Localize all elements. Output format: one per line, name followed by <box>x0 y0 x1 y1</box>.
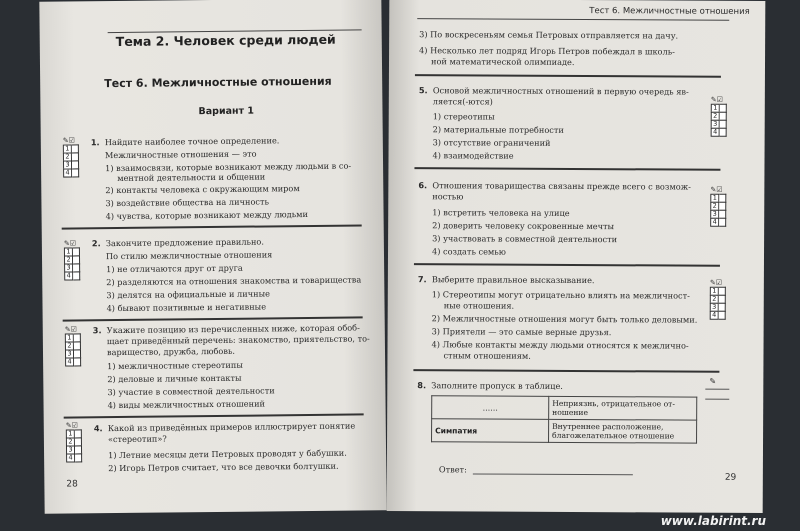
q3-option: 4) виды межличностных отношений <box>107 398 266 411</box>
running-header: Тест 6. Межличностные отношения <box>589 6 750 17</box>
pencil-check-icon: ✎☑ <box>710 95 723 104</box>
q2-stem: Закончите предложение правильно. <box>105 236 264 249</box>
pencil-check-icon: ✎☑ <box>65 421 78 430</box>
left-page <box>39 0 386 514</box>
q7-number: 7. <box>417 274 427 285</box>
q6-option: 2) доверить человеку сокровенные мечты <box>432 220 615 232</box>
pencil-icon: ✎ <box>709 376 717 386</box>
q3-number: 3. <box>92 325 102 336</box>
q2-option: 3) делятся на официальные и личные <box>106 288 270 301</box>
table-cell: Неприязнь, отрицательное от- ношение <box>549 396 697 420</box>
q6-option: 1) встретить человека на улице <box>432 207 570 218</box>
divider <box>62 224 362 229</box>
q6-number: 6. <box>418 180 428 191</box>
q1-option: ментной деятельности и общении <box>117 171 266 183</box>
q6-stem-line: ностью <box>432 191 464 202</box>
q5-option: 4) взаимодействие <box>432 150 514 161</box>
q1-option: 3) воздействие общества на личность <box>105 196 269 209</box>
variant-title: Вариант 1 <box>198 105 255 118</box>
answer-box-q6[interactable]: ✎☑ 1 2 3 4 <box>710 186 726 226</box>
q1-lead: Межличностные отношения — это <box>104 148 257 161</box>
q3-stem-line: щает приведённый перечень: знакомство, приятельство, то- <box>106 333 370 347</box>
side-answer-line[interactable] <box>705 399 729 400</box>
answer-line[interactable] <box>473 473 633 475</box>
q7-option: 1) Стереотипы могут отрицательно влиять на межличност- <box>431 289 690 301</box>
q3-option: 1) межличностные стереотипы <box>107 359 243 372</box>
q1-stem: Найдите наиболее точное определение. <box>104 135 280 148</box>
q2-option: 1) не отличаются друг от друга <box>106 262 243 275</box>
q6-option: 4) создать семью <box>431 246 506 257</box>
pencil-check-icon: ✎☑ <box>710 185 723 194</box>
divider <box>63 316 363 321</box>
q4-number: 4. <box>93 423 103 434</box>
pencil-check-icon: ✎☑ <box>64 325 77 334</box>
pencil-check-icon: ✎☑ <box>709 278 723 287</box>
test-title: Тест 6. Межличностные отношения <box>104 74 332 91</box>
q2-lead: По стилю межличностные отношения <box>105 249 273 262</box>
answer-box-q1[interactable]: ✎☑ 1 2 3 4 <box>63 136 79 176</box>
q8-number: 8. <box>417 380 427 391</box>
q4-option-cont: ной математической олимпиаде. <box>430 56 575 67</box>
q8-stem: Заполните пропуск в таблице. <box>431 380 563 391</box>
q7-option: 4) Любые контакты между людьми относятся к межлично- <box>431 339 689 351</box>
q6-option: 3) участвовать в совместной деятельности <box>432 233 618 245</box>
q4-option-cont: 3) По воскресеньям семья Петровых отправляется на дачу. <box>419 29 679 41</box>
header-rule <box>417 18 729 21</box>
q2-number: 2. <box>91 238 101 249</box>
q5-option: 3) отсутствие ограничений <box>432 137 551 148</box>
answer-box-q2[interactable]: ✎☑ 1 2 3 4 <box>64 239 80 279</box>
q4-option-cont: 4) Несколько лет подряд Игорь Петров побеждал в школь- <box>419 45 675 57</box>
table-cell: Симпатия <box>432 419 549 443</box>
q3-option: 3) участие в совместной деятельности <box>107 385 275 398</box>
q7-option: ные отношения. <box>443 300 515 311</box>
table-cell: Внутреннее расположение, благожелательное отношение <box>549 419 697 443</box>
divider <box>64 413 364 418</box>
q7-stem: Выберите правильное высказывание. <box>431 274 595 286</box>
q4-option: 1) Летние месяцы дети Петровых проводят у бабушки. <box>108 447 347 461</box>
divider <box>415 74 721 78</box>
q2-option: 2) разделяются на отношения знакомства и товарищества <box>106 274 362 288</box>
q2-option: 4) бывают позитивные и негативные <box>106 301 267 314</box>
q3-stem-line: Укажите позицию из перечисленных ниже, которая обоб- <box>106 322 360 336</box>
pencil-check-icon: ✎☑ <box>62 136 75 145</box>
q5-number: 5. <box>418 85 428 96</box>
divider <box>414 263 720 267</box>
q4-stem-line: «стереотип»? <box>107 433 167 445</box>
q7-option: 2) Межличностные отношения могут быть только деловыми. <box>431 313 698 325</box>
answer-box-q3[interactable]: ✎☑ 1 2 3 4 <box>65 325 81 365</box>
q1-option: 4) чувства, которые возникают между людьми <box>105 209 309 222</box>
q1-option: 2) контакты человека с окружающим миром <box>105 183 300 196</box>
q1-number: 1. <box>90 137 100 148</box>
q4-option: 2) Игорь Петров считает, что все девочки болтушки. <box>108 460 339 474</box>
table-cell-blank[interactable]: …… <box>432 396 549 420</box>
topic-title: Тема 2. Человек среди людей <box>115 31 336 50</box>
q6-stem-line: Отношения товарищества связаны прежде всего с возмож- <box>432 180 691 192</box>
q3-option: 2) деловые и личные контакты <box>107 372 242 385</box>
q5-option: 2) материальные потребности <box>432 124 564 135</box>
divider <box>413 369 719 373</box>
side-answer-line[interactable] <box>705 389 729 390</box>
q8-table <box>431 395 697 443</box>
q7-option: стным отношениям. <box>443 350 531 361</box>
right-page <box>387 0 766 513</box>
page-number-right: 29 <box>724 472 737 483</box>
q4-stem-line: Какой из приведённых примеров иллюстрирует понятие <box>107 420 356 434</box>
answer-label: Ответ: <box>438 464 467 475</box>
pencil-check-icon: ✎☑ <box>63 239 77 248</box>
q5-stem-line: ляется(-ются) <box>432 96 493 107</box>
answer-box-q5[interactable]: ✎☑ 1 2 3 4 <box>711 96 727 136</box>
q3-stem-line: варищество, дружба, любовь. <box>106 345 236 358</box>
q1-option: 1) взаимосвязи, которые возникают между людьми в со- <box>105 160 352 174</box>
answer-box-q4[interactable]: ✎☑ 1 2 3 4 <box>66 421 82 461</box>
q5-stem-line: Основой межличностных отношений в первую очередь яв- <box>432 85 689 97</box>
page-number-left: 28 <box>66 479 78 490</box>
divider <box>414 167 720 171</box>
answer-box-q7[interactable]: ✎☑ 1 2 3 4 <box>710 279 726 319</box>
watermark: www.labirint.ru <box>660 514 766 528</box>
q5-option: 1) стереотипы <box>432 111 495 122</box>
q7-option: 3) Приятели — это самые верные друзья. <box>431 326 612 338</box>
